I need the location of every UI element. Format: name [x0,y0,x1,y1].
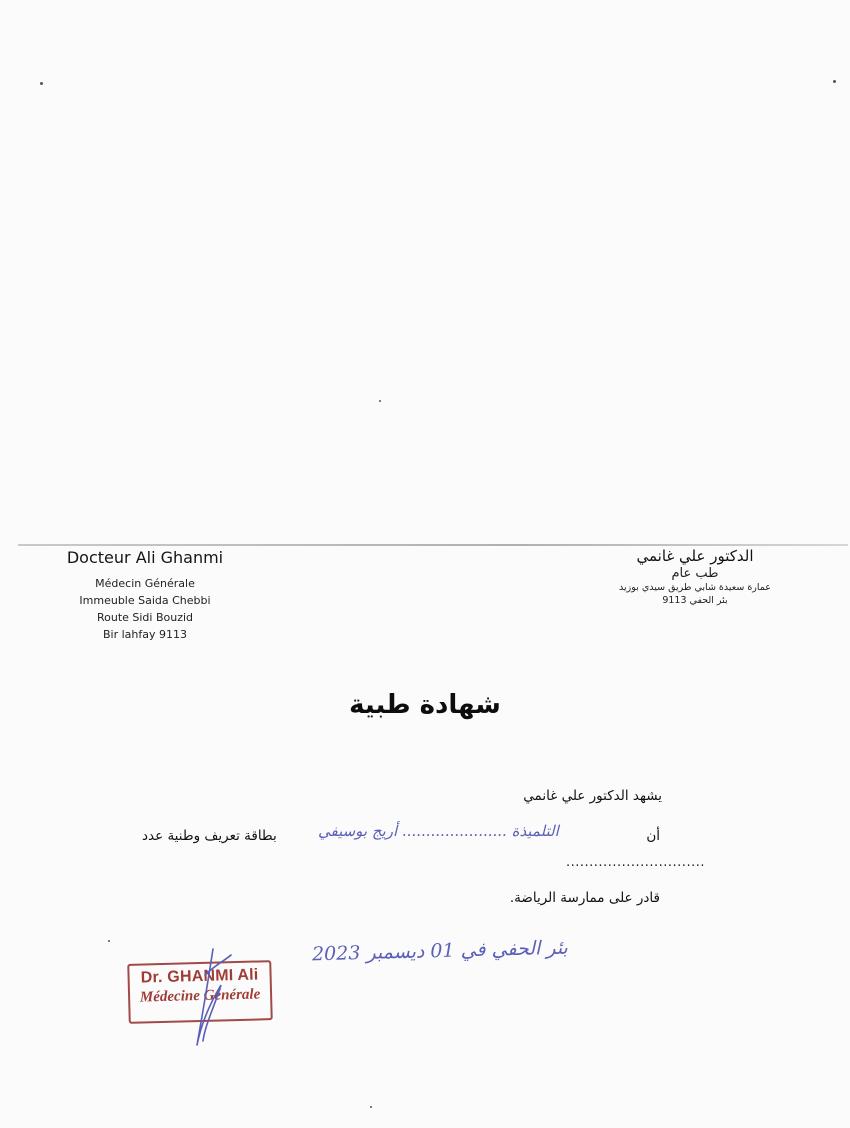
doctor-name-arabic: الدكتور علي غانمي [636,547,754,565]
handwritten-place-date: بئر الحفي في 01 ديسمبر 2023 [311,936,569,966]
address-arabic: عمارة سعيدة شابي طريق سيدي بوزيد [619,582,771,593]
id-card-label: بطاقة تعريف وطنية عدد [142,828,277,844]
doctor-name-latin: Docteur Ali Ghanmi [66,548,224,567]
stamp-role: Médecine Générale [139,986,261,1006]
scan-speck [833,80,836,83]
scan-speck [370,1106,372,1108]
paper-edge-line [18,544,848,546]
document-title: شهادة طبية [349,690,501,720]
handwritten-signature [175,945,245,1055]
scan-speck [40,82,43,85]
id-number-dots: .............................. [566,855,705,870]
specialty-arabic: طب عام [671,566,719,581]
patient-line-prefix: أن [646,828,660,844]
fitness-statement: قادر على ممارسة الرياضة. [509,890,660,906]
handwritten-patient-name: التلميذة ...................... أريج بوسيفي [318,822,559,840]
specialty-latin: Médecin Générale [95,577,195,590]
address-line-1: Immeuble Saida Chebbi [79,594,211,607]
scan-speck [108,940,110,942]
address-line-2: Route Sidi Bouzid [96,611,194,624]
letterhead-right [600,547,790,607]
city-arabic: بئر الحفي 9113 [662,595,728,606]
scan-speck [379,400,381,402]
certify-line [523,788,662,804]
certify-text: يشهد الدكتور علي غانمي [523,788,662,804]
letterhead-left [40,548,250,643]
city-latin: Bir lahfay 9113 [102,628,187,641]
stamp-name: Dr. GHANMI Ali [140,966,259,987]
